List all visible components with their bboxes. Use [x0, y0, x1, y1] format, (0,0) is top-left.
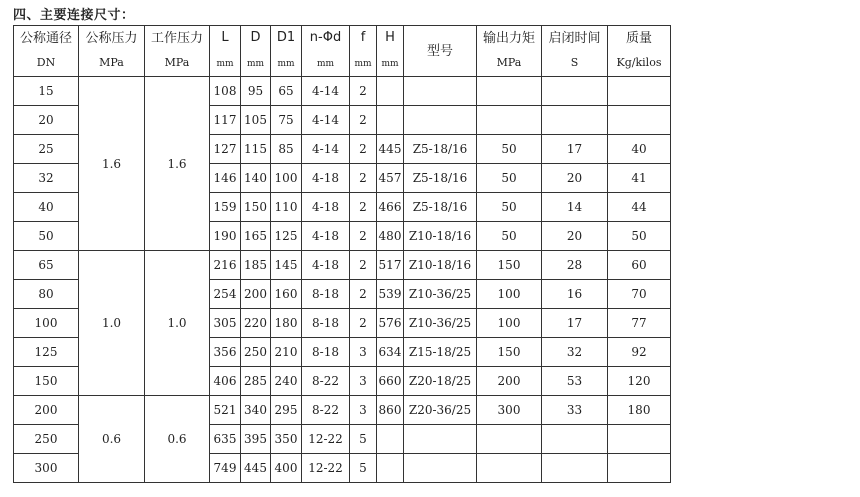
cell-torque — [477, 425, 542, 454]
cell-dn: 80 — [14, 280, 79, 309]
cell-mass — [608, 425, 671, 454]
cell-h — [377, 454, 404, 483]
cell-d1: 400 — [271, 454, 302, 483]
table-row — [14, 77, 671, 106]
cell-d1: 240 — [271, 367, 302, 396]
cell-l: 521 — [210, 396, 241, 425]
cell-model: Z5-18/16 — [404, 135, 477, 164]
cell-f: 3 — [350, 367, 377, 396]
table-row — [14, 251, 671, 280]
cell-time: 20 — [542, 164, 608, 193]
cell-nd: 4-14 — [302, 106, 350, 135]
header-D1: D1 mm — [271, 26, 302, 77]
cell-l: 254 — [210, 280, 241, 309]
cell-d: 165 — [241, 222, 271, 251]
cell-f: 2 — [350, 309, 377, 338]
cell-d1: 210 — [271, 338, 302, 367]
cell-d1: 160 — [271, 280, 302, 309]
cell-time: 33 — [542, 396, 608, 425]
cell-l: 406 — [210, 367, 241, 396]
section-title: 四、主要连接尺寸： — [13, 8, 135, 23]
cell-model — [404, 425, 477, 454]
cell-f: 2 — [350, 164, 377, 193]
cell-nd: 4-18 — [302, 164, 350, 193]
cell-dn: 32 — [14, 164, 79, 193]
cell-model: Z20-18/25 — [404, 367, 477, 396]
cell-time: 14 — [542, 193, 608, 222]
cell-l: 635 — [210, 425, 241, 454]
cell-time: 16 — [542, 280, 608, 309]
cell-torque: 50 — [477, 135, 542, 164]
header-f: f mm — [350, 26, 377, 77]
cell-time — [542, 454, 608, 483]
header-output-torque: 输出力矩 MPa — [477, 26, 542, 77]
cell-h: 634 — [377, 338, 404, 367]
cell-mass: 50 — [608, 222, 671, 251]
cell-mass — [608, 106, 671, 135]
cell-model — [404, 106, 477, 135]
header-row — [14, 26, 671, 77]
cell-d: 150 — [241, 193, 271, 222]
table-row — [14, 396, 671, 425]
header-n-phi-d: n-Φd mm — [302, 26, 350, 77]
cell-working-pressure: 0.6 — [145, 396, 210, 483]
cell-d1: 65 — [271, 77, 302, 106]
cell-nominal-pressure: 1.6 — [79, 77, 145, 251]
cell-f: 5 — [350, 454, 377, 483]
cell-l: 749 — [210, 454, 241, 483]
cell-h: 466 — [377, 193, 404, 222]
cell-f: 2 — [350, 193, 377, 222]
cell-nd: 4-14 — [302, 135, 350, 164]
cell-mass: 70 — [608, 280, 671, 309]
cell-time — [542, 425, 608, 454]
cell-dn: 25 — [14, 135, 79, 164]
cell-d: 140 — [241, 164, 271, 193]
cell-mass: 60 — [608, 251, 671, 280]
cell-mass — [608, 454, 671, 483]
header-L: L mm — [210, 26, 241, 77]
cell-nd: 4-14 — [302, 77, 350, 106]
cell-mass: 41 — [608, 164, 671, 193]
cell-h: 860 — [377, 396, 404, 425]
cell-time: 17 — [542, 135, 608, 164]
cell-model: Z15-18/25 — [404, 338, 477, 367]
cell-l: 117 — [210, 106, 241, 135]
cell-l: 356 — [210, 338, 241, 367]
header-H: H mm — [377, 26, 404, 77]
cell-torque — [477, 77, 542, 106]
cell-f: 2 — [350, 251, 377, 280]
cell-time: 17 — [542, 309, 608, 338]
cell-torque: 50 — [477, 222, 542, 251]
cell-l: 108 — [210, 77, 241, 106]
cell-torque: 50 — [477, 193, 542, 222]
cell-time: 32 — [542, 338, 608, 367]
header-working-pressure: 工作压力 MPa — [145, 26, 210, 77]
cell-model: Z5-18/16 — [404, 193, 477, 222]
cell-time — [542, 106, 608, 135]
cell-torque: 300 — [477, 396, 542, 425]
header-D: D mm — [241, 26, 271, 77]
cell-mass: 92 — [608, 338, 671, 367]
cell-mass — [608, 77, 671, 106]
cell-nd: 8-18 — [302, 309, 350, 338]
cell-model: Z10-36/25 — [404, 309, 477, 338]
cell-time — [542, 77, 608, 106]
cell-torque: 200 — [477, 367, 542, 396]
cell-h: 457 — [377, 164, 404, 193]
cell-dn: 300 — [14, 454, 79, 483]
cell-h: 660 — [377, 367, 404, 396]
cell-d1: 75 — [271, 106, 302, 135]
cell-d: 220 — [241, 309, 271, 338]
cell-dn: 250 — [14, 425, 79, 454]
cell-dn: 125 — [14, 338, 79, 367]
cell-nd: 12-22 — [302, 425, 350, 454]
cell-l: 190 — [210, 222, 241, 251]
header-nominal-pressure: 公称压力 MPa — [79, 26, 145, 77]
cell-h: 480 — [377, 222, 404, 251]
cell-nd: 4-18 — [302, 222, 350, 251]
cell-time: 53 — [542, 367, 608, 396]
cell-f: 2 — [350, 222, 377, 251]
cell-h: 576 — [377, 309, 404, 338]
cell-h: 517 — [377, 251, 404, 280]
cell-d: 340 — [241, 396, 271, 425]
cell-d: 250 — [241, 338, 271, 367]
cell-mass: 44 — [608, 193, 671, 222]
cell-nominal-pressure: 1.0 — [79, 251, 145, 396]
cell-torque — [477, 454, 542, 483]
cell-f: 2 — [350, 77, 377, 106]
header-dn: 公称通径 DN — [14, 26, 79, 77]
cell-time: 28 — [542, 251, 608, 280]
cell-d1: 85 — [271, 135, 302, 164]
cell-d: 285 — [241, 367, 271, 396]
cell-torque: 50 — [477, 164, 542, 193]
cell-model: Z10-18/16 — [404, 222, 477, 251]
cell-l: 146 — [210, 164, 241, 193]
cell-f: 2 — [350, 280, 377, 309]
cell-nd: 8-18 — [302, 280, 350, 309]
cell-f: 2 — [350, 106, 377, 135]
cell-dn: 40 — [14, 193, 79, 222]
cell-l: 305 — [210, 309, 241, 338]
cell-d1: 350 — [271, 425, 302, 454]
cell-d: 445 — [241, 454, 271, 483]
cell-d1: 145 — [271, 251, 302, 280]
cell-torque: 150 — [477, 251, 542, 280]
cell-dn: 200 — [14, 396, 79, 425]
cell-torque: 100 — [477, 309, 542, 338]
cell-l: 216 — [210, 251, 241, 280]
header-model: 型号 — [404, 26, 477, 77]
cell-mass: 180 — [608, 396, 671, 425]
cell-d: 95 — [241, 77, 271, 106]
table-body — [14, 77, 671, 483]
cell-working-pressure: 1.6 — [145, 77, 210, 251]
cell-d1: 110 — [271, 193, 302, 222]
cell-dn: 20 — [14, 106, 79, 135]
cell-l: 127 — [210, 135, 241, 164]
cell-nd: 8-18 — [302, 338, 350, 367]
cell-working-pressure: 1.0 — [145, 251, 210, 396]
cell-d: 395 — [241, 425, 271, 454]
cell-nd: 12-22 — [302, 454, 350, 483]
cell-h: 445 — [377, 135, 404, 164]
cell-nominal-pressure: 0.6 — [79, 396, 145, 483]
cell-f: 3 — [350, 396, 377, 425]
cell-dn: 15 — [14, 77, 79, 106]
cell-h: 539 — [377, 280, 404, 309]
cell-f: 5 — [350, 425, 377, 454]
cell-d1: 125 — [271, 222, 302, 251]
cell-dn: 150 — [14, 367, 79, 396]
header-mass: 质量 Kg/kilos — [608, 26, 671, 77]
cell-torque — [477, 106, 542, 135]
connection-dimensions-table — [13, 25, 671, 483]
cell-d: 105 — [241, 106, 271, 135]
cell-d1: 180 — [271, 309, 302, 338]
cell-mass: 120 — [608, 367, 671, 396]
cell-nd: 8-22 — [302, 367, 350, 396]
cell-model — [404, 77, 477, 106]
cell-d: 115 — [241, 135, 271, 164]
cell-h — [377, 425, 404, 454]
cell-f: 3 — [350, 338, 377, 367]
cell-dn: 50 — [14, 222, 79, 251]
cell-d1: 295 — [271, 396, 302, 425]
cell-f: 2 — [350, 135, 377, 164]
cell-model — [404, 454, 477, 483]
cell-model: Z10-18/16 — [404, 251, 477, 280]
cell-mass: 77 — [608, 309, 671, 338]
cell-model: Z10-36/25 — [404, 280, 477, 309]
cell-model: Z20-36/25 — [404, 396, 477, 425]
cell-h — [377, 77, 404, 106]
cell-h — [377, 106, 404, 135]
cell-d: 200 — [241, 280, 271, 309]
cell-torque: 150 — [477, 338, 542, 367]
cell-model: Z5-18/16 — [404, 164, 477, 193]
cell-time: 20 — [542, 222, 608, 251]
cell-torque: 100 — [477, 280, 542, 309]
cell-d: 185 — [241, 251, 271, 280]
cell-d1: 100 — [271, 164, 302, 193]
cell-dn: 100 — [14, 309, 79, 338]
cell-mass: 40 — [608, 135, 671, 164]
cell-dn: 65 — [14, 251, 79, 280]
cell-nd: 8-22 — [302, 396, 350, 425]
cell-nd: 4-18 — [302, 251, 350, 280]
header-open-close-time: 启闭时间 S — [542, 26, 608, 77]
cell-l: 159 — [210, 193, 241, 222]
cell-nd: 4-18 — [302, 193, 350, 222]
